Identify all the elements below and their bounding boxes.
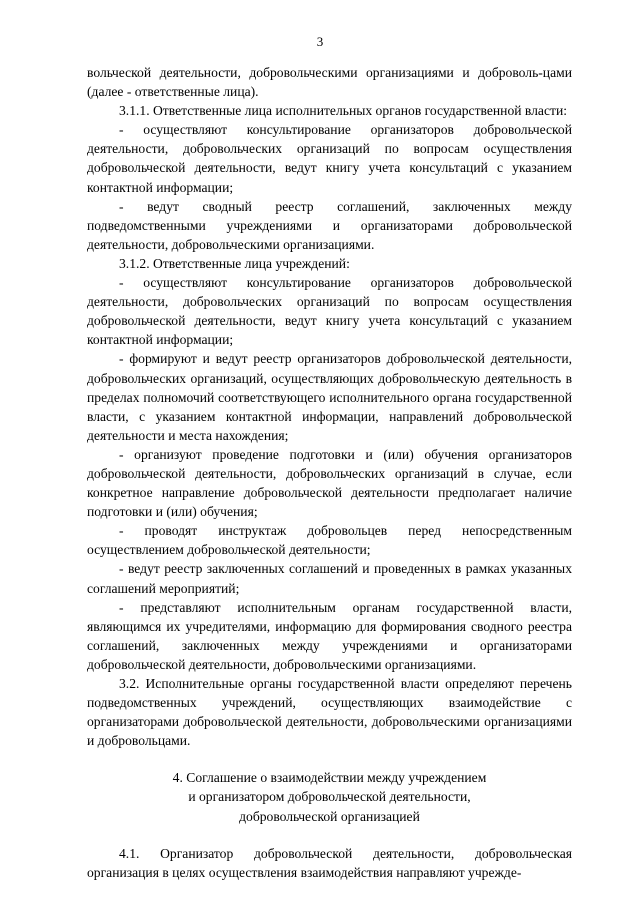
document-body <box>87 63 572 882</box>
section-heading-line: и организатором добровольческой деятельности, <box>188 789 471 805</box>
section-heading-line: 4. Соглашение о взаимодействии между учреждением <box>172 770 487 786</box>
clause-3-1-2-title: 3.1.2. Ответственные лица учреждений: <box>119 255 350 271</box>
clause-3-1-1-title: 3.1.1. Ответственные лица исполнительных органов государственной власти: <box>119 103 567 119</box>
clause-3-1-2-item-training: - организуют проведение подготовки и (или) обучения организаторов добровольческой деятельности, добровольческих организаций в случае, если конкретное направление добровольческой деятельности предполагает наличие подготовки и (или) обучения; <box>87 446 572 520</box>
clause-3-1-2-item-agreements-registry: - ведут реестр заключенных соглашений и проведенных в рамках указанных соглашений мероприятий; <box>87 561 572 596</box>
section-heading-line: добровольческой организацией <box>239 808 420 824</box>
clause-4-1: 4.1. Организатор добровольческой деятельности, добровольческая организация в целях осуществления взаимодействия направляют учрежде- <box>87 845 572 880</box>
clause-3-1-1-item-consulting: - осуществляют консультирование организаторов добровольческой деятельности, добровольческих организаций по вопросам осуществления добровольческой деятельности, ведут книгу учета консультаций с указанием контактной информации; <box>87 122 572 195</box>
paragraph-continuation: вольческой деятельности, добровольческими организациями и доброволь-цами (далее - ответственные лица). <box>87 65 572 100</box>
page-number: 3 <box>316 34 324 49</box>
clause-3-1-2-item-organizers-registry: - формируют и ведут реестр организаторов добровольческой деятельности, добровольческих организаций, осуществляющих добровольческую деятельность в пределах полномочий соответствующего исполнительного органа государственной власти, с указанием контактной информации, направлений добровольческой деятельности и места нахождения; <box>87 351 572 443</box>
clause-3-1-2-item-consulting: - осуществляют консультирование организаторов добровольческой деятельности, добровольческих организаций по вопросам осуществления добровольческой деятельности, ведут книгу учета консультаций с указанием контактной информации; <box>87 275 572 348</box>
section-4-heading <box>87 768 572 825</box>
clause-3-1-1-item-registry: - ведут сводный реестр соглашений, заключенных между подведомственными учреждениями и организаторами добровольческой деятельности, добровольческими организациями. <box>87 198 572 252</box>
clause-3-1-2-item-reporting: - представляют исполнительным органам государственной власти, являющимся их учредителями, информацию для формирования сводного реестра соглашений, заключенных между учреждениями и организаторами добровольческой деятельности, добровольческими организациями. <box>87 599 572 672</box>
clause-3-2: 3.2. Исполнительные органы государственной власти определяют перечень подведомственных учреждений, осуществляющих взаимодействие с организаторами добровольческой деятельности, добровольческими организациями и добровольцами. <box>87 676 572 749</box>
clause-3-1-2-item-instruction: - проводят инструктаж добровольцев перед непосредственным осуществлением добровольческой деятельности; <box>87 523 572 558</box>
